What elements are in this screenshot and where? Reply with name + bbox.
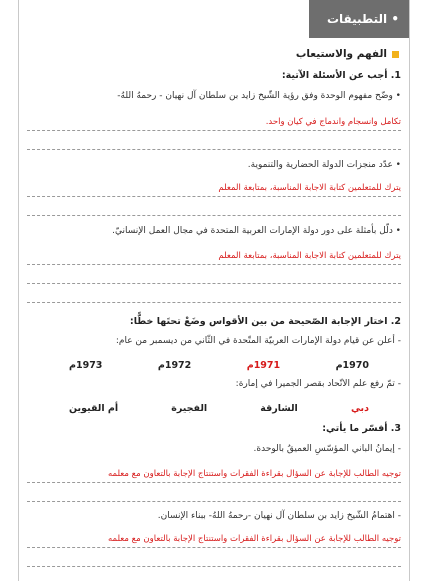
header-band <box>309 0 409 38</box>
answer-line <box>27 264 401 265</box>
answer-line <box>27 215 401 216</box>
answer-line <box>27 501 401 502</box>
q1-item-3-answer[interactable]: يترك للمتعلمين كتابة الاجابة المناسبة، بمتابعة المعلم <box>218 251 401 261</box>
q2-item-1-question: - أعلن عن قيام دولة الإمارات العربيّة المتّحدة في الثّاني من ديسمبر من عام: <box>115 336 401 346</box>
option-1971-selected[interactable]: 1971م <box>246 360 281 371</box>
q3-item-1-answer[interactable]: توجيه الطالب للإجابة عن السؤال بقراءة الفقرات واستنتاج الإجابة بالتعاون مع معلمه <box>107 469 401 479</box>
q2-heading: 2. اختار الإجابة الصّحيحة من بين الأقواس وضَعْ تحتَها خطًّا: <box>129 316 401 327</box>
option-1970[interactable]: 1970م <box>335 360 369 371</box>
option-sharjah[interactable]: الشارقة <box>260 403 298 414</box>
q1-item-2-answer[interactable]: يترك للمتعلمين كتابة الاجابة المناسبة، بمتابعة المعلم <box>218 183 401 193</box>
option-dubai-selected[interactable]: دبي <box>350 403 369 414</box>
page-frame <box>18 0 410 581</box>
q2-item-1-options <box>69 360 369 371</box>
q3-item-2-question: - اهتمامُ الشّيخ زايد بن سلطان آل نهيان -رحمهُ اللهُ- ببناء الإنسان. <box>157 511 401 521</box>
option-fujairah[interactable]: الفجيرة <box>171 403 208 414</box>
answer-line <box>27 302 401 303</box>
answer-line <box>27 196 401 197</box>
q2-item-2-question: - تمّ رفع علم الاتّحاد بقصر الجميرا في إمارة: <box>235 379 401 389</box>
q1-item-3-question: • دلّل بأمثلة على دور دولة الإمارات العربية المتحدة في مجال العمل الإنسانيّ. <box>112 226 401 236</box>
answer-line <box>27 149 401 150</box>
section-heading <box>296 48 399 60</box>
answer-line <box>27 566 401 567</box>
q1-item-2-question: • عدّد منجزات الدولة الحضارية والتنموية. <box>247 160 401 170</box>
q2-item-2-options <box>69 403 369 414</box>
answer-line <box>27 547 401 548</box>
option-umm-al-quwain[interactable]: أم القيوين <box>69 403 119 414</box>
option-1973[interactable]: 1973م <box>69 360 103 371</box>
q3-item-1-question: - إيمانُ الباني المؤسّسِ العميقُ بالوحدة. <box>253 444 401 454</box>
option-1972[interactable]: 1972م <box>157 360 192 371</box>
answer-line <box>27 283 401 284</box>
page-title: • التطبيقات <box>326 12 399 26</box>
q1-heading: 1. أجب عن الأسئلة الآتية: <box>281 70 401 81</box>
answer-line <box>27 482 401 483</box>
q3-item-2-answer[interactable]: توجيه الطالب للإجابة عن السؤال بقراءة الفقرات واستنتاج الإجابة بالتعاون مع معلمه <box>107 534 401 544</box>
section-title: الفهم والاستيعاب <box>295 48 387 60</box>
q1-item-1-question: • وضّح مفهوم الوحدة وفق رؤية الشّيخ زايد بن سلطان آل نهيان - رحمهُ اللهُ- <box>117 91 401 101</box>
q1-item-1-answer[interactable]: تكامل وانسجام واندماج في كيان واحد. <box>265 117 401 127</box>
q3-heading: 3. أفسّر ما يأتي: <box>322 423 401 434</box>
answer-line <box>27 130 401 131</box>
square-bullet-icon <box>392 51 399 58</box>
